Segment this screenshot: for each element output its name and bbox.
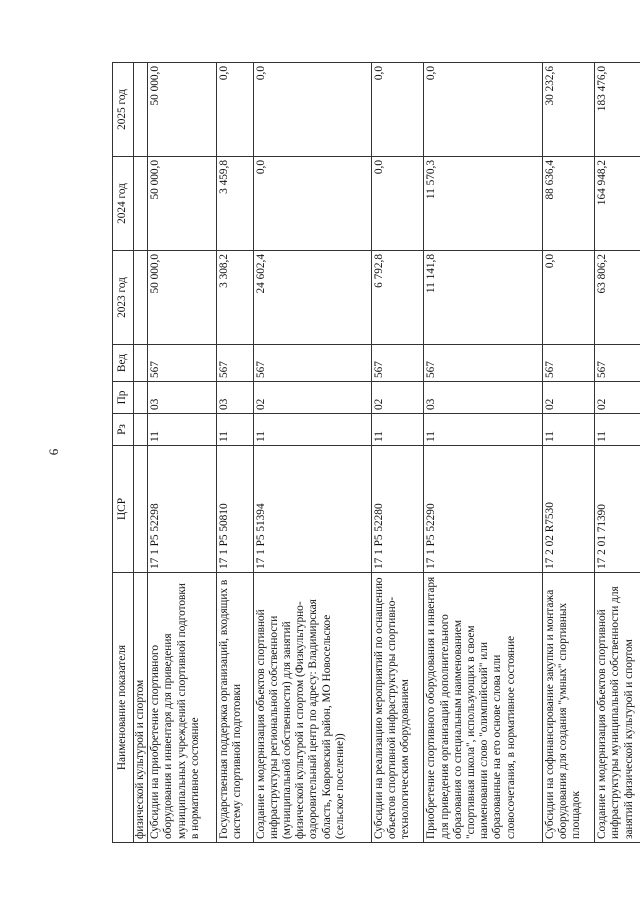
row-2025: 50 000,0 [148,63,217,157]
row-pr: 03 [148,382,217,414]
row-2024: 0,0 [371,157,424,251]
table-row [371,63,424,843]
header-name: Наименование показателя [113,573,134,843]
row-csr: 17 1 P5 52290 [424,446,542,573]
budget-table [112,62,640,843]
row-2023: 63 806,2 [595,251,640,345]
section-row [134,63,148,843]
table-row [595,63,640,843]
row-ved: 567 [217,345,253,382]
row-csr: 17 1 P5 50810 [217,446,253,573]
row-2024: 50 000,0 [148,157,217,251]
row-rz: 11 [424,414,542,446]
table-header-row [113,63,134,843]
row-name: Субсидии на приобретение спортивного оборудования и инвентаря для приведения муниципальных учреждений спортивной подготовки в нормативное состояние [148,573,217,843]
row-2023: 24 602,4 [253,251,371,345]
row-pr: 03 [424,382,542,414]
row-csr: 17 2 02 R7530 [542,446,595,573]
row-csr: 17 1 P5 52280 [371,446,424,573]
table-row [253,63,371,843]
row-rz: 11 [253,414,371,446]
table-row [424,63,542,843]
row-2024: 11 570,3 [424,157,542,251]
row-2025: 0,0 [371,63,424,157]
row-name: Приобретение спортивного оборудования и инвентаря для приведения организаций дополнительного образования со специальным наименованием "спортивная школа", использующих в своем наименовании слово "олимпийский" или образованные на его основе слова или словосочетания, в нормативное состояние [424,573,542,843]
row-ved: 567 [148,345,217,382]
row-name: Создание и модернизация объектов спортивной инфраструктуры региональной собственности (муниципальной собственности) для занятий физической культурой и спортом (Физкультурно-оздоровительный центр по адресу: Владимирская область, Ковровский район, МО Новосельское (сельское поселение)) [253,573,371,843]
row-2024: 88 636,4 [542,157,595,251]
row-csr: 17 2 01 71390 [595,446,640,573]
row-ved: 567 [542,345,595,382]
header-pr: Пр [113,382,134,414]
header-csr: ЦСР [113,446,134,573]
row-pr: 03 [217,382,253,414]
header-2024: 2024 год [113,157,134,251]
row-2023: 50 000,0 [148,251,217,345]
row-pr: 02 [371,382,424,414]
row-rz: 11 [148,414,217,446]
row-rz: 11 [217,414,253,446]
row-2023: 3 308,2 [217,251,253,345]
row-2024: 164 948,2 [595,157,640,251]
row-2024: 0,0 [253,157,371,251]
row-2025: 183 476,0 [595,63,640,157]
row-ved: 567 [371,345,424,382]
header-rz: Рз [113,414,134,446]
row-2023: 11 141,8 [424,251,542,345]
row-csr: 17 1 P5 52298 [148,446,217,573]
row-pr: 02 [542,382,595,414]
table-row [217,63,253,843]
row-rz: 11 [371,414,424,446]
header-ved: Вед [113,345,134,382]
row-2025: 0,0 [253,63,371,157]
row-2023: 6 792,8 [371,251,424,345]
row-2024: 3 459,8 [217,157,253,251]
row-ved: 567 [595,345,640,382]
row-ved: 567 [253,345,371,382]
row-name: Субсидии на софинансирование закупки и монтажа оборудования для создания "умных" спортивных площадок [542,573,595,843]
table-row [148,63,217,843]
table-row [542,63,595,843]
row-2025: 0,0 [424,63,542,157]
row-name: Субсидии на реализацию мероприятий по оснащению объектов спортивной инфраструктуры спортивно-технологическим оборудованием [371,573,424,843]
page-number: 6 [46,448,61,456]
row-pr: 02 [595,382,640,414]
row-ved: 567 [424,345,542,382]
header-2023: 2023 год [113,251,134,345]
row-name: Создание и модернизация объектов спортивной инфраструктуры муниципальной собственности для занятий физической культурой и спортом [595,573,640,843]
header-2025: 2025 год [113,63,134,157]
row-rz: 11 [595,414,640,446]
row-name: Государственная поддержка организаций, входящих в систему спортивной подготовки [217,573,253,843]
row-2023: 0,0 [542,251,595,345]
rotated-table-container [112,63,640,843]
section-label: физической культурой и спортом [134,573,148,843]
row-pr: 02 [253,382,371,414]
row-csr: 17 1 P5 51394 [253,446,371,573]
row-rz: 11 [542,414,595,446]
row-2025: 30 232,6 [542,63,595,157]
row-2025: 0,0 [217,63,253,157]
